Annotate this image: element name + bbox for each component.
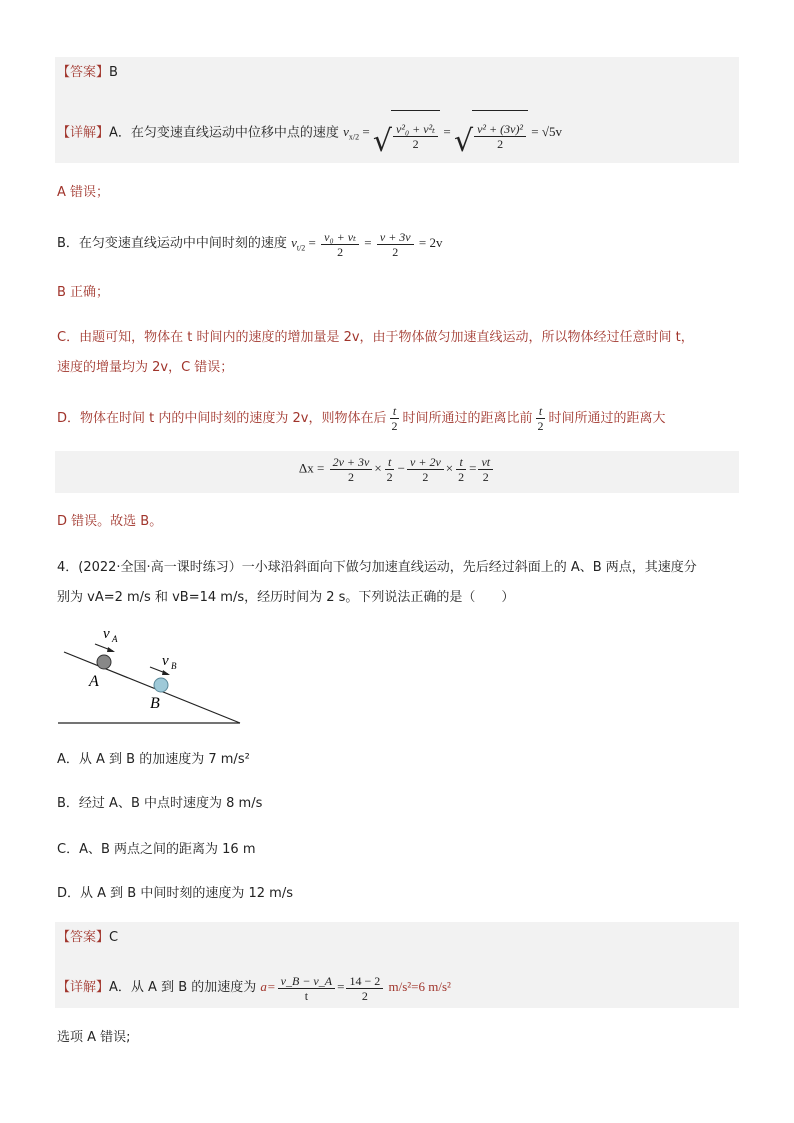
label-point-b: B	[150, 695, 160, 712]
option-a: A．从 A 到 B 的加速度为 7 m/s²	[57, 752, 250, 767]
detail-tag: 【详解】	[57, 125, 110, 141]
formula-delta-x: Δx = $\frac{2v + 3v}{2}$ × $\frac{t}{2}$ − $\frac{v + 2v}{2}$ × $\frac{t}{2}$ = $\frac{vt}{2}$	[0, 455, 794, 484]
ball-b	[154, 678, 168, 692]
line-c-1: C．由题可知，物体在 t 时间内的速度的增加量是 2v，由于物体做匀加速直线运动，所以物体经过任意时间 t，	[57, 330, 694, 345]
arrow-va-head	[107, 647, 115, 652]
line-b-intro: B．在匀变速直线运动中中间时刻的速度 $v_{t/2}$ = $\frac{\text{v₀ + vₜ}}{2}$ = $\frac{v + 3v}{2}$ = 2v	[57, 229, 443, 259]
arrow-vb-head	[162, 670, 170, 675]
option-b: B．经过 A、B 中点时速度为 8 m/s	[57, 796, 263, 811]
option-d: D．从 A 到 B 中间时刻的速度为 12 m/s	[57, 886, 293, 901]
incline-figure	[55, 620, 255, 730]
formula-midpoint-velocity: $v_{x/2}$ = √ $\frac{\text{v²₀ + v²ₜ}}{2}$ = √ $\frac{\text{v² + (3v)²}}{2}$ = √5v	[343, 124, 562, 139]
answer-line-1	[57, 63, 118, 83]
line-a-wrong-2: 选项 A 错误;	[57, 1030, 131, 1045]
line-b-correct: B 正确；	[57, 285, 110, 300]
label-vb-sub: B	[171, 661, 177, 671]
question4-line2: 别为 vA=2 m/s 和 vB=14 m/s，经历时间为 2 s。下列说法正确的是（ ）	[57, 590, 515, 605]
label-point-a: A	[89, 673, 99, 690]
ball-a	[97, 655, 111, 669]
answer-tag: 【答案】	[57, 65, 110, 80]
detail-line-2: 【详解】A．从 A 到 B 的加速度为 a= $\frac{v\_B - v\_A}{t}$ = $\frac{14 - 2}{2}$ m/s²=6 m/s²	[57, 973, 451, 1003]
line-d-wrong: D 错误。故选 B。	[57, 514, 163, 529]
line-c-2: 速度的增量均为 2v，C 错误；	[57, 360, 234, 375]
option-c: C．A、B 两点之间的距离为 16 m	[57, 842, 256, 857]
question4-line1: 4．(2022·全国·高一课时练习）一小球沿斜面向下做匀加速直线运动，先后经过斜面上的 A、B 两点，其速度分	[57, 560, 697, 575]
formula-acceleration: a= $\frac{v\_B - v\_A}{t}$ = $\frac{14 - 2}{2}$ m/s²=6 m/s²	[260, 973, 451, 1003]
detail-line-1	[57, 110, 562, 160]
label-va-sub: A	[112, 634, 118, 644]
label-vb: v	[162, 653, 169, 669]
answer-value: B	[109, 65, 118, 80]
line-a-wrong: A 错误；	[57, 185, 110, 200]
detail-intro: A．在匀变速直线运动中位移中点的速度	[109, 125, 339, 141]
answer-line-2: 【答案】C	[57, 930, 119, 945]
label-va: v	[103, 626, 110, 642]
formula-mid-time-velocity: $v_{t/2}$ = $\frac{\text{v₀ + vₜ}}{2}$ = $\frac{v + 3v}{2}$ = 2v	[291, 229, 443, 259]
line-d-intro: D．物体在时间 t 内的中间时刻的速度为 2v，则物体在后 $\frac{t}{2}$ 时间所通过的距离比前 $\frac{t}{2}$ 时间所通过的距离大	[57, 404, 666, 433]
